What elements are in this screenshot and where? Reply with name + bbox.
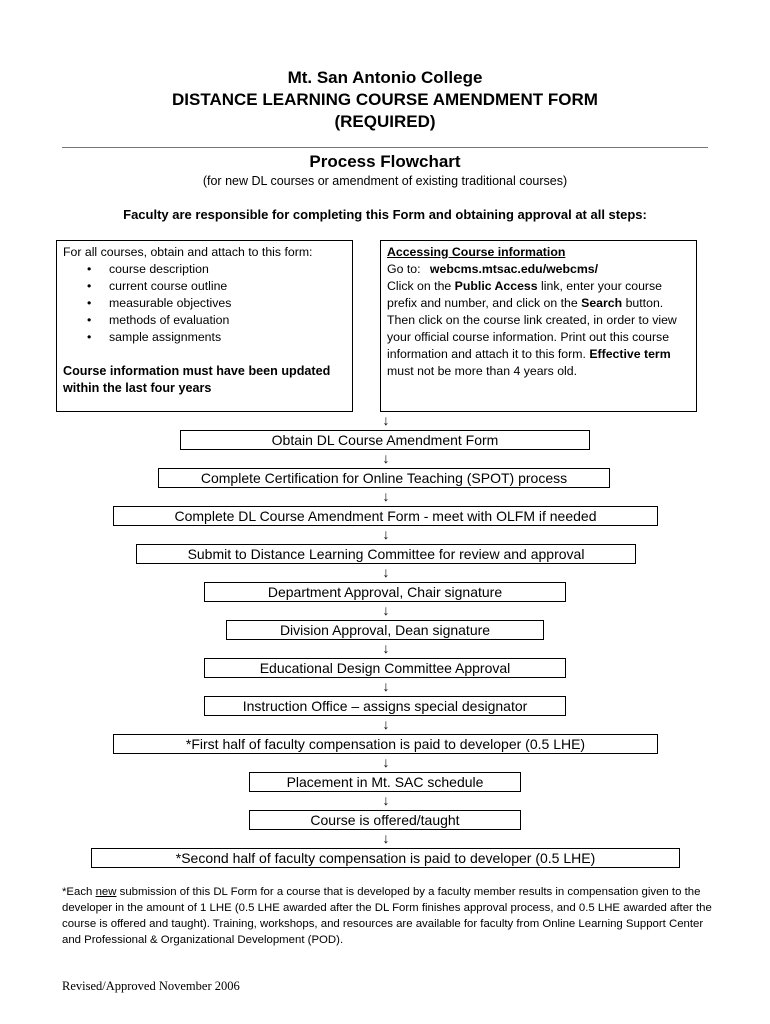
attachments-box <box>56 240 353 412</box>
college-name: Mt. San Antonio College <box>287 68 483 87</box>
step-first-compensation: *First half of faculty compensation is paid to developer (0.5 LHE) <box>113 734 658 754</box>
flow-arrow: ↓ <box>382 640 390 656</box>
list-item: • current course outline <box>87 279 228 293</box>
compensation-footnote: *Each new submission of this DL Form for a course that is developed by a faculty member results in compensation given to the developer in the amount of 1 LHE (0.5 LHE awarded after the DL Form finishes approval process, and 0.5 LHE awarded after the course is offered and taught). Training, workshops, and resources are available for faculty from Online Learning Support Center and Professional & Organizational Development (POD). <box>62 886 712 946</box>
responsibility-statement: Faculty are responsible for completing this Form and obtaining approval at all steps: <box>123 207 647 222</box>
flowchart-title: Process Flowchart <box>309 152 461 171</box>
step-edc-approval: Educational Design Committee Approval <box>204 658 566 678</box>
webcms-link[interactable]: webcms.mtsac.edu/webcms/ <box>429 262 599 276</box>
step-course-offered: Course is offered/taught <box>249 810 521 830</box>
list-item: • methods of evaluation <box>87 313 230 327</box>
flow-arrow: ↓ <box>382 602 390 618</box>
list-item: • course description <box>87 262 209 276</box>
required-label: (REQUIRED) <box>334 112 436 131</box>
flow-arrow: ↓ <box>382 830 390 846</box>
step-second-compensation: *Second half of faculty compensation is paid to developer (0.5 LHE) <box>91 848 680 868</box>
course-info-box <box>380 240 697 412</box>
step-division-approval: Division Approval, Dean signature <box>226 620 544 640</box>
step-schedule-placement: Placement in Mt. SAC schedule <box>249 772 521 792</box>
revision-date: Revised/Approved November 2006 <box>62 979 240 993</box>
flow-arrow: ↓ <box>382 792 390 808</box>
flow-arrow: ↓ <box>382 564 390 580</box>
step-complete-form: Complete DL Course Amendment Form - meet with OLFM if needed <box>113 506 658 526</box>
step-committee-review: Submit to Distance Learning Committee for review and approval <box>136 544 636 564</box>
flow-arrow: ↓ <box>382 450 390 466</box>
list-item: • sample assignments <box>87 330 222 344</box>
flow-arrow: ↓ <box>382 678 390 694</box>
attachments-list <box>63 261 346 346</box>
flow-arrow: ↓ <box>382 716 390 732</box>
attachments-intro: For all courses, obtain and attach to this form: <box>63 245 313 259</box>
flow-arrow: ↓ <box>382 754 390 770</box>
flowchart-subtitle: (for new DL courses or amendment of existing traditional courses) <box>202 174 568 188</box>
step-spot-certification: Complete Certification for Online Teaching (SPOT) process <box>158 468 610 488</box>
list-item: • measurable objectives <box>87 296 232 310</box>
divider <box>62 147 708 148</box>
step-obtain-form: Obtain DL Course Amendment Form <box>180 430 590 450</box>
course-info-instructions: Click on the Public Access link, enter your course prefix and number, and click on the Search button. Then click on the course link created, in order to view your official course information. Print out this course information and attach it to this form. Effective term must not be more than 4 years old. <box>387 279 677 378</box>
update-requirement-note: Course information must have been updated within the last four years <box>63 364 331 395</box>
step-instruction-office: Instruction Office – assigns special designator <box>204 696 566 716</box>
step-department-approval: Department Approval, Chair signature <box>204 582 566 602</box>
flow-arrow: ↓ <box>382 412 390 428</box>
goto-line: Go to: webcms.mtsac.edu/webcms/ <box>387 262 599 276</box>
form-title: DISTANCE LEARNING COURSE AMENDMENT FORM <box>172 90 598 109</box>
course-info-heading: Accessing Course information <box>387 245 566 259</box>
flow-arrow: ↓ <box>382 526 390 542</box>
flow-arrow: ↓ <box>382 488 390 504</box>
